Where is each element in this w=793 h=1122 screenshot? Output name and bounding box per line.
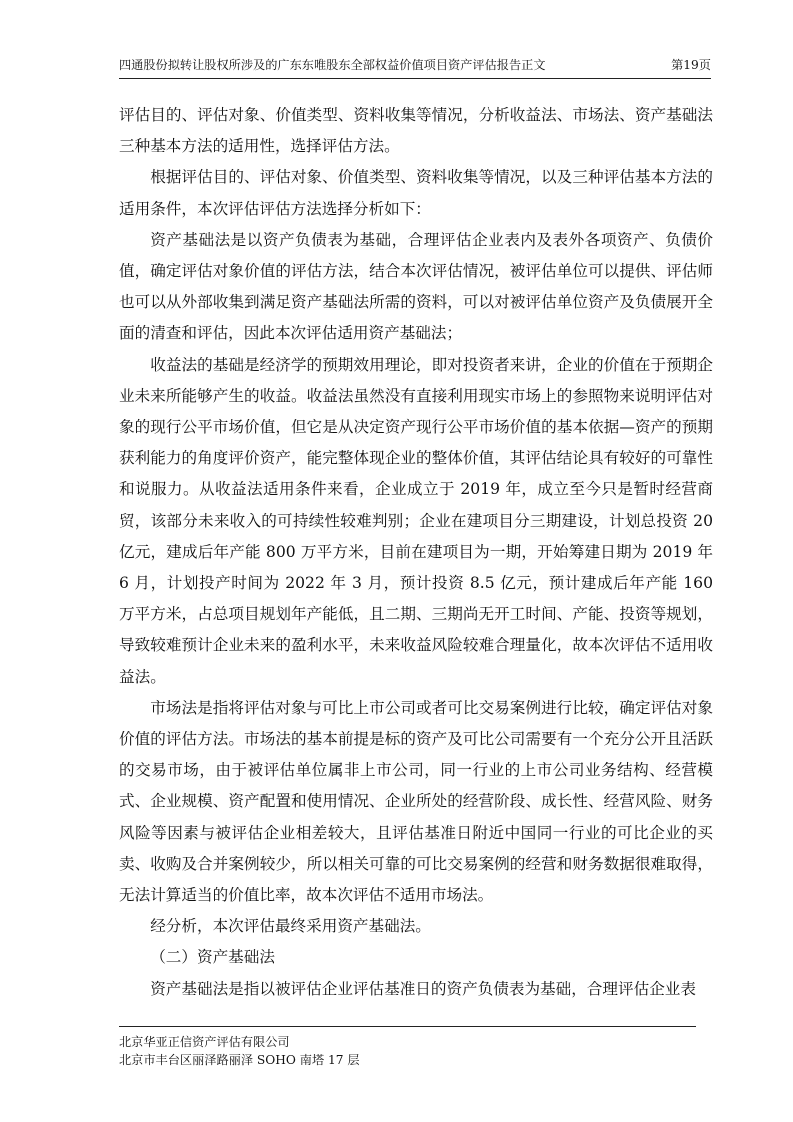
paragraph: 根据评估目的、评估对象、价值类型、资料收集等情况，以及三种评估基本方法的适用条件，本次评估评估方法选择分析如下：: [119, 168, 713, 218]
footer-company: 北京华亚正信资产评估有限公司: [119, 1035, 290, 1049]
paragraph: 收益法的基础是经济学的预期效用理论，即对投资者来讲，企业的价值在于预期企业未来所能够产生的收益。收益法虽然没有直接利用现实市场上的参照物来说明评估对象的现行公平市场价值，但它是从决定资产现行公平市场价值的基本依据—资产的预期获利能力的角度评价资产，能完整体现企业的整体价值，其评估结论具有较好的可靠性和说服力。从收益法适用条件来看，企业成立于 2019 年，成立至今只是暂时经营商贸，该部分未来收入的可持续性较难判别；企业在建项目分三期建设，计划总投资 20 亿元，建成后年产能 800 万平方米，目前在建项目为一期，开始筹建日期为 2019 年 6 月，计划投产时间为 2022 年 3 月，预计投资 8.5 亿元，预计建成后年产能 160 万平方米，占总项目规划年产能低，且二期、三期尚无开工时间、产能、投资等规划，导致较难预计企业未来的盈利水平，未来收益风险较难合理量化，故本次评估不适用收益法。: [119, 355, 713, 686]
footer-divider: [119, 1026, 696, 1027]
page-number: 第19页: [671, 58, 711, 72]
paragraph: 市场法是指将评估对象与可比上市公司或者可比交易案例进行比较，确定评估对象价值的评估方法。市场法的基本前提是标的资产及可比公司需要有一个充分公开且活跃的交易市场，由于被评估单位属非上市公司，同一行业的上市公司业务结构、经营模式、企业规模、资产配置和使用情况、企业所处的经营阶段、成长性、经营风险、财务风险等因素与被评估企业相差较大，且评估基准日附近中国同一行业的可比企业的买卖、收购及合并案例较少，所以相关可靠的可比交易案例的经营和财务数据很难取得，无法计算适当的价值比率，故本次评估不适用市场法。: [119, 698, 713, 905]
header-title: 四通股份拟转让股权所涉及的广东东唯股东全部权益价值项目资产评估报告正文: [119, 58, 546, 72]
paragraph: 资产基础法是以资产负债表为基础，合理评估企业表内及表外各项资产、负债价值，确定评估对象价值的评估方法，结合本次评估情况，被评估单位可以提供、评估师也可以从外部收集到满足资产基础法所需的资料，可以对被评估单位资产及负债展开全面的清查和评估，因此本次评估适用资产基础法；: [119, 230, 713, 343]
body-text: [119, 100, 713, 1005]
page-footer: [119, 1033, 360, 1069]
paragraph: 经分析，本次评估最终采用资产基础法。: [150, 917, 431, 936]
paragraph: 资产基础法是指以被评估企业评估基准日的资产负债表为基础，合理评估企业表: [150, 979, 696, 998]
page-header: [119, 54, 711, 74]
header-divider: [119, 78, 711, 79]
paragraph: 评估目的、评估对象、价值类型、资料收集等情况，分析收益法、市场法、资产基础法三种基本方法的适用性，选择评估方法。: [119, 106, 713, 156]
footer-address: 北京市丰台区丽泽路丽泽 SOHO 南塔 17 层: [119, 1053, 360, 1067]
section-heading: （二）资产基础法: [150, 948, 275, 967]
